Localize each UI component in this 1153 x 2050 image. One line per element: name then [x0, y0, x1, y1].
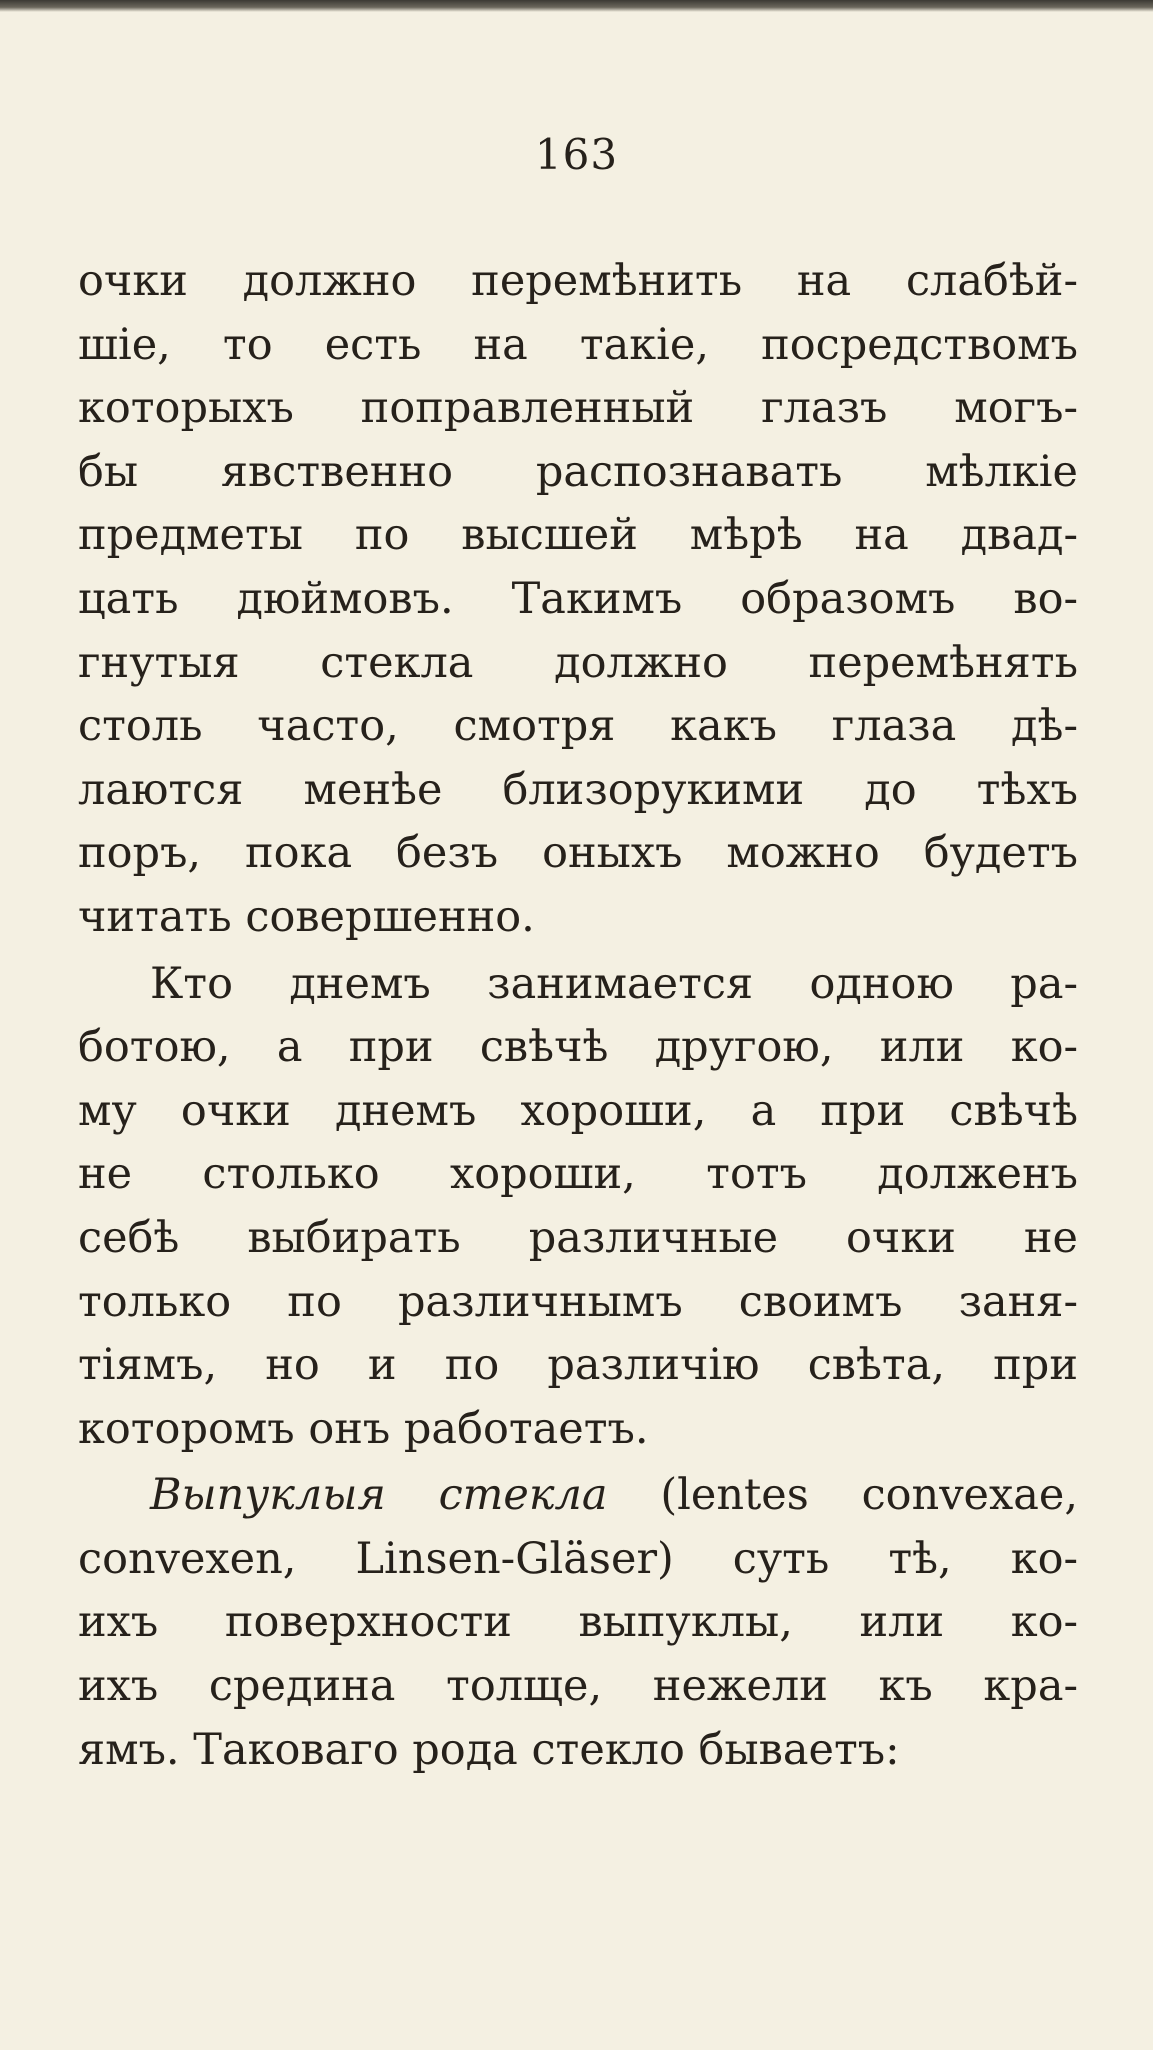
text-line: предметы по высшей мѣрѣ на двад- [78, 510, 1078, 561]
text-line: которомъ онъ работаетъ. [78, 1403, 649, 1454]
page-number: 163 [534, 130, 619, 179]
text-line [78, 1464, 1078, 1528]
text-line: лаются менѣе близорукими до тѣхъ [78, 764, 1078, 815]
text-line: ихъ средина толще, нежели къ кра- [78, 1661, 1078, 1712]
text-line: гнутыя стекла должно перемѣнять [78, 637, 1078, 688]
text-line: му очки днемъ хороши, а при свѣчѣ [78, 1085, 1078, 1136]
text-run: (lentes convexae, [660, 1470, 1078, 1521]
paragraph-1 [78, 250, 1078, 950]
text-line: цать дюймовъ. Такимъ образомъ во- [78, 573, 1078, 624]
text-line: себѣ выбирать различные очки не [78, 1212, 1078, 1263]
text-line: бы явственно распознавать мѣлкіе [78, 446, 1078, 497]
text-line: шіе, то есть на такіе, посредствомъ [78, 319, 1078, 370]
text-line: только по различнымъ своимъ заня- [78, 1276, 1078, 1327]
text-line: Кто днемъ занимается одною ра- [150, 958, 1078, 1009]
text-line: читать совершенно. [78, 891, 535, 942]
text-line: очки должно перемѣнить на слабѣй- [78, 256, 1078, 306]
text-line: ботою, а при свѣчѣ другою, или ко- [78, 1022, 1078, 1073]
text-line: ямъ. Таковаго рода стекло бываетъ: [78, 1724, 900, 1775]
paragraph-3 [78, 1464, 1078, 1782]
text-line: которыхъ поправленный глазъ могъ- [78, 383, 1078, 434]
paragraph-2 [78, 953, 1078, 1462]
text-line: ихъ поверхности выпуклы, или ко- [78, 1597, 1078, 1648]
text-line: столь часто, смотря какъ глаза дѣ- [78, 701, 1078, 752]
italic-term: Выпуклыя стекла [150, 1470, 608, 1521]
page-text [78, 250, 1078, 1782]
text-line: не столько хороши, тотъ долженъ [78, 1149, 1078, 1200]
text-line: поръ, пока безъ оныхъ можно будетъ [78, 828, 1078, 879]
text-line: convexen, Linsen-Gläser) суть тѣ, ко- [78, 1533, 1078, 1584]
text-line: тіямъ, но и по различію свѣта, при [78, 1340, 1078, 1391]
